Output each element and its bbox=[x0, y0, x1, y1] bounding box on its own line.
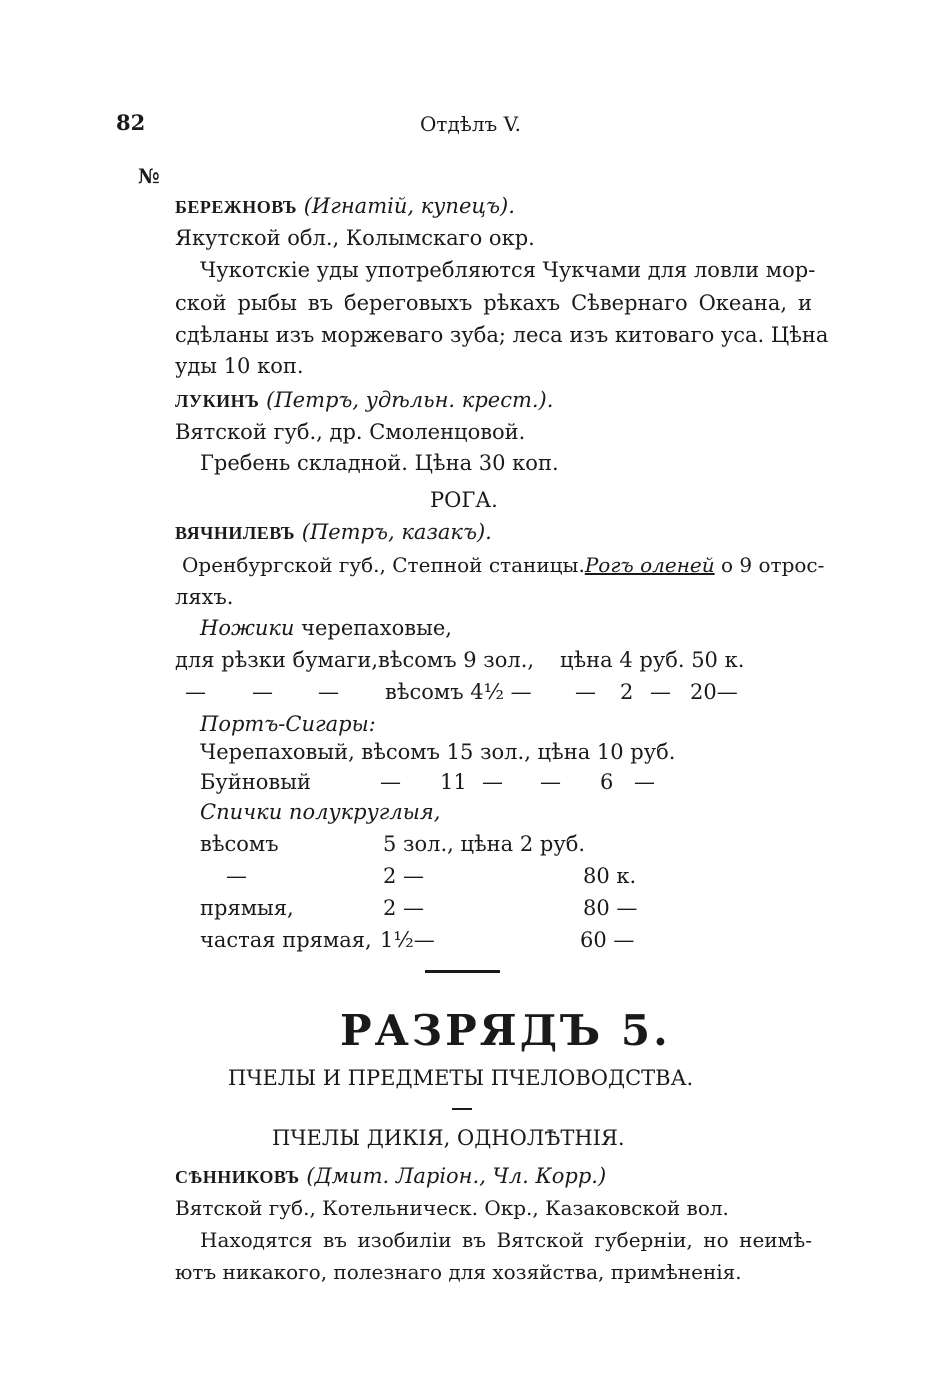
ditto-dash: — bbox=[380, 770, 401, 794]
match-name: частая прямая, bbox=[200, 928, 372, 952]
exhibitor-role: (Игнатій, купецъ). bbox=[303, 194, 515, 218]
exhibitor-name: БЕРЕЖНОВЪ bbox=[175, 197, 298, 217]
knife-purpose: для рѣзки бумаги, bbox=[175, 648, 379, 672]
ditto-dash: — bbox=[540, 770, 561, 794]
ditto-dash: — bbox=[650, 680, 671, 704]
ditto-dash: — bbox=[318, 680, 339, 704]
knife-price-rub: 2 bbox=[620, 680, 634, 704]
entry-2-desc: Гребень складной. Цѣна 30 коп. bbox=[200, 451, 559, 475]
exhibitor-role: (Петръ, казакъ). bbox=[301, 520, 492, 544]
match-weight: 2 — bbox=[383, 896, 425, 920]
entry-2-location: Вятской губ., др. Смоленцовой. bbox=[175, 420, 526, 444]
roga-location-line bbox=[182, 555, 824, 575]
razryad-location: Вятской губ., Котельническ. Окр., Казаковской вол. bbox=[175, 1196, 729, 1220]
entry-1-desc-line: сдѣланы изъ моржеваго зуба; леса изъ китоваго уса. Цѣна bbox=[175, 323, 829, 347]
entry-2-heading bbox=[175, 390, 553, 411]
match-name: прямыя, bbox=[200, 896, 294, 920]
ditto-dash: — bbox=[185, 680, 206, 704]
ditto-dash: — bbox=[634, 770, 655, 794]
match-weight: 1½— bbox=[380, 928, 435, 952]
page-number: 82 bbox=[116, 110, 146, 135]
match-price: 80 — bbox=[583, 896, 638, 920]
cigar-price: 6 bbox=[600, 770, 614, 794]
exhibitor-name: СѢННИКОВЪ bbox=[175, 1167, 300, 1187]
ditto-dash: — bbox=[482, 770, 503, 794]
razryad-subtitle: ПЧЕЛЫ И ПРЕДМЕТЫ ПЧЕЛОВОДСТВА. bbox=[228, 1066, 694, 1090]
match-name: — bbox=[226, 864, 247, 888]
match-weight: 2 — bbox=[383, 864, 425, 888]
knives-line bbox=[200, 618, 452, 639]
entry-1-location: Якутской обл., Колымскаго окр. bbox=[175, 226, 535, 250]
cigar-name: Буйновый bbox=[200, 770, 311, 794]
match-price: 80 к. bbox=[583, 864, 637, 888]
horn-label: Рогъ оленей bbox=[584, 553, 715, 577]
knives-text: черепаховые, bbox=[301, 616, 452, 640]
knives-label: Ножики bbox=[200, 616, 295, 640]
ditto-dash: — bbox=[575, 680, 596, 704]
knife-weight: вѣсомъ 4½ — bbox=[385, 680, 532, 704]
roga-entry-heading bbox=[175, 522, 492, 543]
cigar-row: Черепаховый, вѣсомъ 15 зол., цѣна 10 руб. bbox=[200, 740, 676, 764]
matches-label: Спички полукруглыя, bbox=[200, 800, 441, 824]
cigar-label: Портъ-Сигары: bbox=[200, 712, 376, 736]
ditto-dash: — bbox=[252, 680, 273, 704]
razryad-title: РАЗРЯДЪ 5. bbox=[340, 1006, 671, 1055]
knife-price-kop: 20— bbox=[690, 680, 738, 704]
match-price: 60 — bbox=[580, 928, 635, 952]
entry-1-desc-line: уды 10 коп. bbox=[175, 354, 304, 378]
razryad-entry-heading bbox=[175, 1166, 606, 1187]
exhibitor-name: ВЯЧНИЛЕВЪ bbox=[175, 523, 296, 543]
entry-1-heading bbox=[175, 196, 515, 217]
running-title: Отдѣлъ V. bbox=[420, 112, 521, 136]
number-sign: № bbox=[138, 164, 160, 188]
section-divider bbox=[425, 970, 500, 973]
section-heading-roga: РОГА. bbox=[430, 488, 498, 512]
entry-1-desc-line: ской рыбы въ береговыхъ рѣкахъ Сѣвернаго Океана, и bbox=[175, 291, 812, 315]
horn-text-cont: ляхъ. bbox=[175, 585, 234, 609]
knife-weight: вѣсомъ 9 зол., bbox=[378, 648, 535, 672]
horn-text: о 9 отрос- bbox=[720, 553, 825, 577]
cigar-weight: 11 bbox=[440, 770, 467, 794]
roga-location: Оренбургской губ., Степной станицы. bbox=[182, 553, 585, 577]
match-name: вѣсомъ bbox=[200, 832, 279, 856]
exhibitor-role: (Дмит. Ларіон., Чл. Корр.) bbox=[306, 1164, 607, 1188]
exhibitor-role: (Петръ, удѣльн. крест.). bbox=[266, 388, 554, 412]
small-divider bbox=[452, 1108, 472, 1110]
exhibitor-name: ЛУКИНЪ bbox=[175, 391, 260, 411]
knife-price: цѣна 4 руб. 50 к. bbox=[560, 648, 745, 672]
entry-1-desc-line: Чукотскіе уды употребляются Чукчами для ловли мор- bbox=[200, 258, 816, 282]
razryad-desc-line: Находятся въ изобиліи въ Вятской губерніи, но неимѣ- bbox=[200, 1228, 812, 1252]
razryad-section: ПЧЕЛЫ ДИКІЯ, ОДНОЛѢТНІЯ. bbox=[272, 1126, 625, 1150]
match-weight: 5 зол., цѣна 2 руб. bbox=[383, 832, 586, 856]
razryad-desc-line: ютъ никакого, полезнаго для хозяйства, примѣненія. bbox=[175, 1260, 742, 1284]
